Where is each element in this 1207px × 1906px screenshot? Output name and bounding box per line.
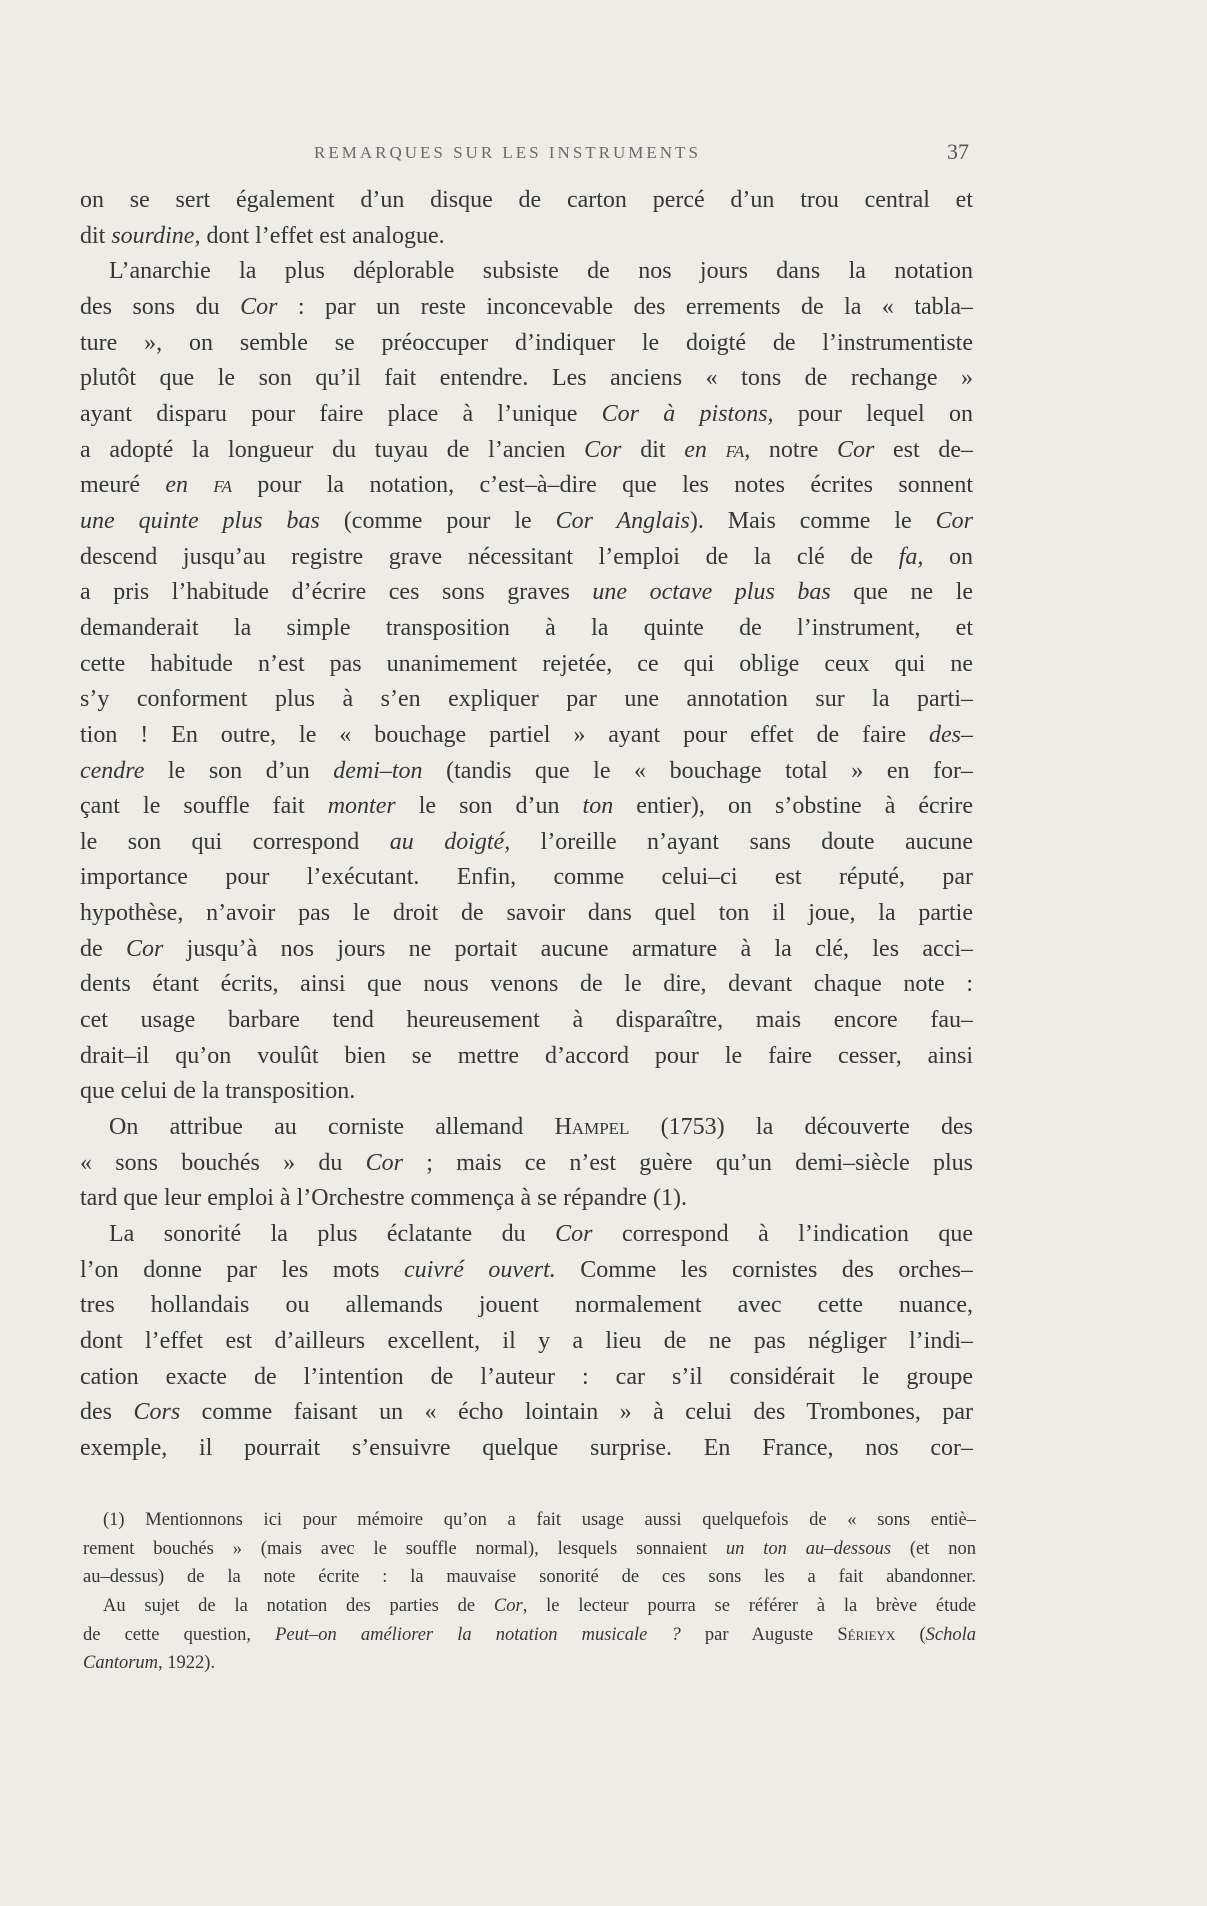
page-number: 37 bbox=[947, 139, 969, 164]
text-run: 1922). bbox=[162, 1653, 216, 1674]
text-run: des bbox=[80, 1399, 134, 1426]
text-run: le son qui correspond bbox=[80, 828, 390, 855]
text-run: , notre bbox=[744, 436, 837, 463]
text-run: tard que leur emploi à l’Orchestre commença à se répandre (1). bbox=[80, 1185, 688, 1212]
text-run: le son d’un bbox=[144, 757, 334, 784]
text-run: on bbox=[923, 543, 973, 570]
italic-text-run: fa, bbox=[898, 543, 924, 570]
text-line bbox=[80, 504, 973, 540]
text-line bbox=[80, 1360, 973, 1396]
text-line bbox=[80, 789, 973, 825]
text-run: pour la notation, c’est–à–dire que les notes écrites sonnent bbox=[231, 472, 973, 499]
text-line bbox=[80, 1253, 973, 1289]
text-run: « sons bouchés » du bbox=[80, 1149, 366, 1176]
text-line bbox=[80, 1288, 973, 1324]
footnote-line bbox=[83, 1563, 976, 1592]
italic-text-run: Cor bbox=[935, 507, 973, 534]
text-run: La sonorité la plus éclatante du bbox=[109, 1221, 556, 1248]
text-run: çant le souffle fait bbox=[80, 793, 328, 820]
text-run: cation exacte de l’intention de l’auteur : car s’il considérait le groupe bbox=[80, 1363, 973, 1390]
text-run: on se sert également d’un disque de carton percé d’un trou central et bbox=[80, 187, 973, 213]
italic-text-run: au doigté, bbox=[389, 828, 511, 855]
text-run: , le lecteur pourra se référer à la brève étude bbox=[522, 1596, 976, 1617]
text-run: s’y conforment plus à s’en expliquer par une annotation sur la parti– bbox=[80, 686, 973, 713]
italic-text-run: Cors bbox=[133, 1399, 181, 1426]
italic-text-run: Cor bbox=[555, 1221, 593, 1248]
text-line bbox=[80, 1395, 973, 1431]
italic-text-run: ton bbox=[582, 793, 614, 820]
italic-text-run: une quinte plus bas bbox=[80, 507, 320, 534]
text-run: cet usage barbare tend heureusement à disparaître, mais encore fau– bbox=[80, 1007, 973, 1034]
text-run: : par un reste inconcevable des errements de la « tabla– bbox=[277, 293, 973, 320]
paragraph bbox=[80, 1217, 973, 1467]
footnote-line bbox=[83, 1592, 976, 1621]
text-run: tion ! En outre, le « bouchage partiel » ayant pour effet de faire bbox=[80, 721, 929, 748]
text-line bbox=[80, 183, 973, 219]
italic-smallcaps-text-run: fa bbox=[213, 472, 232, 499]
text-run: drait–il qu’on voulût bien se mettre d’accord pour le faire cesser, ainsi bbox=[80, 1042, 973, 1069]
italic-text-run: Cor bbox=[240, 293, 278, 320]
italic-text-run: Cor bbox=[584, 436, 622, 463]
italic-text-run: Cantorum, bbox=[83, 1653, 163, 1674]
text-run: demanderait la simple transposition à la quinte de l’instrument, et bbox=[80, 614, 973, 641]
italic-text-run: demi–ton bbox=[333, 757, 423, 784]
text-run: correspond à l’indication que bbox=[592, 1221, 973, 1248]
text-line bbox=[80, 647, 973, 683]
text-run: par Auguste bbox=[680, 1624, 838, 1645]
text-run: jusqu’à nos jours ne portait aucune armature à la clé, les acci– bbox=[163, 935, 973, 962]
italic-text-run: en bbox=[684, 436, 726, 463]
italic-text-run: Cor bbox=[365, 1149, 404, 1176]
footnote-line bbox=[83, 1506, 976, 1535]
text-run: exemple, il pourrait s’ensuivre quelque surprise. En France, nos cor– bbox=[80, 1434, 973, 1461]
smallcaps-text-run: Hampel bbox=[554, 1114, 630, 1141]
text-run: plutôt que le son qu’il fait entendre. Les anciens « tons de rechange » bbox=[80, 365, 973, 392]
text-run: descend jusqu’au registre grave nécessitant l’emploi de la clé de bbox=[80, 543, 899, 570]
text-line bbox=[80, 896, 973, 932]
text-run: est de– bbox=[874, 436, 973, 463]
text-line bbox=[80, 1039, 973, 1075]
text-run: dont l’effet est d’ailleurs excellent, il y a lieu de ne pas négliger l’indi– bbox=[80, 1328, 973, 1354]
text-line bbox=[80, 754, 973, 790]
italic-text-run: cuivré ouvert. bbox=[403, 1256, 556, 1283]
italic-text-run: sourdine, bbox=[111, 222, 201, 249]
text-run: que celui de la transposition. bbox=[80, 1078, 356, 1105]
text-line bbox=[80, 860, 973, 896]
italic-text-run: cendre bbox=[80, 757, 145, 784]
text-line bbox=[80, 967, 973, 1003]
text-line bbox=[80, 361, 973, 397]
text-run: a adopté la longueur du tuyau de l’ancien bbox=[80, 436, 585, 463]
text-run: L’anarchie la plus déplorable subsiste de nos jours dans la notation bbox=[109, 258, 973, 285]
italic-text-run: en bbox=[165, 472, 214, 499]
smallcaps-text-run: Sérieyx bbox=[837, 1624, 896, 1645]
running-head: REMARQUES SUR LES INSTRUMENTS bbox=[314, 143, 701, 162]
italic-text-run: Cor bbox=[836, 436, 875, 463]
text-run: On attribue au corniste allemand bbox=[109, 1114, 555, 1141]
text-run: ; mais ce n’est guère qu’un demi–siècle plus bbox=[403, 1149, 973, 1176]
text-run: entier), on s’obstine à écrire bbox=[613, 793, 973, 820]
text-run: dents étant écrits, ainsi que nous venons de le dire, devant chaque note : bbox=[80, 971, 973, 998]
text-run: ( bbox=[895, 1624, 926, 1645]
text-run: importance pour l’exécutant. Enfin, comme celui–ci est réputé, par bbox=[80, 864, 973, 891]
text-line bbox=[80, 611, 973, 647]
text-line bbox=[80, 1324, 973, 1360]
text-run: pour lequel on bbox=[773, 400, 973, 427]
paragraph bbox=[80, 254, 973, 1110]
text-line bbox=[80, 1146, 973, 1182]
text-run: Au sujet de la notation des parties de bbox=[103, 1596, 494, 1617]
text-run: (1753) la découverte des bbox=[629, 1114, 973, 1141]
text-run: a pris l’habitude d’écrire ces sons graves bbox=[80, 579, 593, 606]
italic-text-run: Peut–on améliorer la notation musicale ? bbox=[275, 1624, 681, 1645]
text-line bbox=[80, 290, 973, 326]
text-line bbox=[80, 1110, 973, 1146]
text-line bbox=[80, 219, 973, 255]
text-run: ayant disparu pour faire place à l’unique bbox=[80, 400, 602, 427]
text-run: tres hollandais ou allemands jouent normalement avec cette nuance, bbox=[80, 1292, 973, 1319]
italic-text-run: monter bbox=[327, 793, 396, 820]
text-run: rement bouchés » (mais avec le souffle normal), lesquels sonnaient bbox=[83, 1538, 726, 1559]
footnote-line bbox=[83, 1535, 976, 1564]
italic-text-run: Schola bbox=[925, 1624, 976, 1645]
text-run: ture », on semble se préoccuper d’indiquer le doigté de l’instrumentiste bbox=[80, 329, 973, 356]
footnote-line bbox=[83, 1649, 976, 1678]
paragraph bbox=[80, 183, 973, 254]
text-line bbox=[80, 682, 973, 718]
text-run: comme faisant un « écho lointain » à celui des Trombones, par bbox=[180, 1399, 973, 1426]
text-line bbox=[80, 1431, 973, 1467]
text-run: au–dessus) de la note écrite : la mauvaise sonorité de ces sons les a fait abandonner. bbox=[83, 1567, 976, 1588]
text-run: hypothèse, n’avoir pas le droit de savoir dans quel ton il joue, la partie bbox=[80, 900, 973, 927]
text-line bbox=[80, 397, 973, 433]
text-run: cette habitude n’est pas unanimement rejetée, ce qui oblige ceux qui ne bbox=[80, 650, 973, 677]
text-line bbox=[80, 326, 973, 362]
text-run: de cette question, bbox=[83, 1624, 276, 1645]
text-line bbox=[80, 1181, 973, 1217]
footnote-line bbox=[83, 1621, 976, 1650]
text-line bbox=[80, 1003, 973, 1039]
text-run: l’on donne par les mots bbox=[80, 1256, 404, 1283]
text-run: l’oreille n’ayant sans doute aucune bbox=[510, 828, 973, 855]
italic-text-run: des– bbox=[929, 721, 973, 748]
text-run: (tandis que le « bouchage total » en for– bbox=[422, 757, 973, 784]
text-run: meuré bbox=[80, 472, 166, 499]
footnotes bbox=[83, 1506, 976, 1678]
main-text bbox=[80, 183, 973, 1467]
text-line bbox=[80, 468, 973, 504]
paragraph bbox=[80, 1110, 973, 1217]
text-run: dit bbox=[621, 436, 685, 463]
italic-text-run: une octave plus bas bbox=[592, 579, 831, 606]
text-run: de bbox=[80, 935, 126, 962]
text-run: (et non bbox=[891, 1538, 976, 1559]
text-line bbox=[80, 433, 973, 469]
text-run: des sons du bbox=[80, 293, 241, 320]
text-run: Comme les cornistes des orches– bbox=[555, 1256, 973, 1283]
footnote-paragraph bbox=[83, 1592, 976, 1678]
text-line bbox=[80, 718, 973, 754]
text-line bbox=[80, 254, 973, 290]
text-run: ). Mais comme le bbox=[689, 507, 936, 534]
text-run: dit bbox=[80, 222, 112, 249]
italic-text-run: Cor bbox=[125, 935, 164, 962]
footnote-paragraph bbox=[83, 1506, 976, 1592]
italic-smallcaps-text-run: fa bbox=[725, 436, 745, 463]
text-run: dont l’effet est analogue. bbox=[200, 222, 445, 249]
text-run: (1) Mentionnons ici pour mémoire qu’on a fait usage aussi quelquefois de « sons entiè– bbox=[103, 1510, 976, 1530]
text-line bbox=[80, 1074, 973, 1110]
italic-text-run: un ton au–dessous bbox=[725, 1538, 892, 1559]
italic-text-run: Cor Anglais bbox=[555, 507, 690, 534]
text-line bbox=[80, 825, 973, 861]
text-line bbox=[80, 575, 973, 611]
text-line bbox=[80, 932, 973, 968]
text-line bbox=[80, 1217, 973, 1253]
italic-text-run: Cor bbox=[493, 1596, 523, 1617]
text-line bbox=[80, 540, 973, 576]
italic-text-run: Cor à pistons, bbox=[601, 400, 774, 427]
text-run: (comme pour le bbox=[319, 507, 556, 534]
text-run: que ne le bbox=[830, 579, 973, 606]
text-run: le son d’un bbox=[395, 793, 583, 820]
